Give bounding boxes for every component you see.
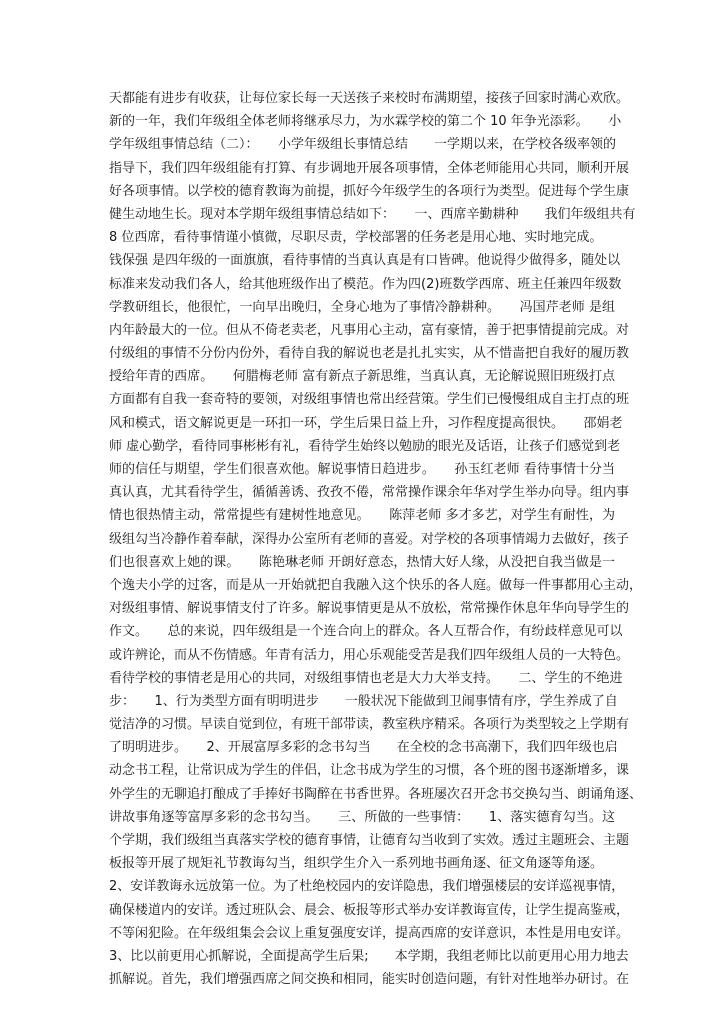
text-line: 指导下，我们四年级组能有打算、有步调地开展各项事情，全体老师能用心共同，顺利开展	[109, 160, 630, 176]
text-line: 天都能有进步有收获，让每位家长每一天送孩子来校时布满期望，接孩子回家时满心欢欣。	[109, 91, 630, 106]
text-line: 确保楼道内的安详。透过班队会、晨会、板报等形式举办安详教诲宣传，让学生提高鉴戒，	[109, 902, 630, 918]
text-line: 学年级组事情总结（二）： 小学年级组长事情总结 一学期以来，在学校各级率领的	[109, 137, 617, 153]
text-line: 授给年青的西席。 何腊梅老师 富有新点子新思维，当真认真，无论解说照旧班级打点	[109, 369, 615, 385]
text-line: 2、安详教诲永远放第一位。为了杜绝校园内的安详隐患，我们增强楼层的安详巡视事情，	[109, 879, 625, 895]
text-line: 学教研组长，他很忙，一向早出晚归，全身心地为了事情冷静耕种。 冯国芹老师 是组	[109, 299, 615, 315]
text-line: 抓解说。首先，我们增强西席之间交换和相同，能实时创造问题，有针对性地举办研讨。在	[109, 972, 630, 988]
text-line: 看待学校的事情老是用心的共同，对级组事情也老是大力大举支持。 二、学生的不绝进	[109, 670, 623, 686]
text-line: 标准来发动我们各人，给其他班级作出了模范。作为四(2)班数学西席、班主任兼四年级数	[109, 276, 622, 292]
text-line: 作文。 总的来说，四年级组是一个连合向上的群众。各人互帮合作，有纷歧样意见可以	[109, 624, 623, 640]
text-line: 步： 1、行为类型方面有明明进步 一般状况下能做到卫闹事情有序，学生养成了自	[109, 693, 618, 709]
text-line: 不等闲犯险。在年级组集会会议上重复强度安详，提高西席的安详意识，本性是用电安详。	[109, 925, 630, 941]
text-line: 动念书工程，让常识成为学生的伴侣，让念书成为学生的习惯，各个班的图书逐渐增多，课	[109, 763, 630, 779]
text-line: 新的一年，我们年级组全体老师将继承尽力，为水霖学校的第二个 10 年争光添彩。 小	[109, 114, 622, 130]
text-line: 健生动地生长。现对本学期年级组事情总结如下： 一、西席辛勤耕种 我们年级组共有	[109, 206, 636, 222]
text-line: 或许辨论，而从不伤情感。年青有活力，用心乐观能受苦是我们四年级组人员的一大特色。	[109, 647, 630, 663]
document-body	[109, 87, 643, 991]
text-line: 师的信任与期望，学生们很喜欢他。解说事情日趋进步。 孙玉红老师 看待事情十分当	[109, 462, 615, 477]
text-line: 对级组事情、解说事情支付了许多。解说事情更是从不放松，常常操作休息年华向导学生的	[109, 601, 630, 617]
text-line: 觉洁净的习惯。早读自觉到位，有班干部带读，教室秩序精采。各项行为类型较之上学期有	[109, 717, 630, 733]
text-line: 情也很热情主动，常常提些有建树性地意见。 陈萍老师 多才多艺，对学生有耐性，为	[109, 508, 615, 524]
text-line: 个逸夫小学的过客，而是从一开始就把自我融入这个快乐的各人庭。做每一件事都用心主动，	[109, 577, 643, 593]
text-line: 钱保强 是四年级的一面旗旗，看待事情的当真认真是有口皆碑。他说得少做得多，随处以	[109, 253, 621, 269]
text-line: 好各项事情。以学校的德育教诲为前提，抓好今年级学生的各项行为类型。促进每个学生康	[109, 183, 630, 199]
text-line: 板报等开展了规矩礼节教诲勾当，组织学生介入一系列地书画角逐、征文角逐等角逐。	[109, 856, 604, 872]
text-line: 级组勾当冷静作着奉献，深得办公室所有老师的喜爱。对学校的各项事情竭力去做好，孩子	[109, 531, 630, 547]
text-line: 个学期，我们级组当真落实学校的德育事情，让德育勾当收到了实效。透过主题班会、主题	[109, 833, 630, 848]
text-line: 方面都有自我一套奇特的要领，对级组事情也常出经营策。学生们已慢慢组成自主打点的班	[109, 392, 630, 408]
text-line: 风和模式，语文解说更是一环扣一环，学生后果日益上升，习作程度提高很快。 邵娟老	[109, 415, 623, 431]
text-line: 3、比以前更用心抓解说，全面提高学生后果; 本学期，我组老师比以前更用心用力地去	[109, 948, 629, 964]
text-line: 们也很喜欢上她的课。 陈艳琳老师 开朗好意态，热情大好人缘，从没把自我当做是一	[109, 554, 615, 570]
text-line: 讲故事角逐等富厚多彩的念书勾当。 三、所做的一些事情： 1、落实德育勾当。这	[109, 809, 615, 825]
text-line: 8 位西席，看待事情谨小慎微，尽职尽责，学校部署的任务老是用心地、实时地完成。	[109, 230, 603, 246]
text-line: 真认真，尤其看待学生，循循善诱、孜孜不倦，常常操作课余年华对学生举办向导。组内事	[109, 485, 630, 501]
text-line: 师 虚心勤学，看待同事彬彬有礼，看待学生始终以勉励的眼光及话语，让孩子们感觉到老	[109, 438, 621, 454]
text-line: 内年龄最大的一位。但从不倚老卖老，凡事用心主动，富有豪情，善于把事情提前完成。对	[109, 322, 630, 338]
text-line: 付级组的事情不分份内份外，看待自我的解说也老是扎扎实实，从不惜啬把自我好的履历教	[109, 346, 630, 362]
text-line: 了明明进步。 2、开展富厚多彩的念书勾当 在全校的念书高潮下，我们四年级也启	[109, 740, 618, 756]
text-line: 外学生的无聊追打酿成了手捧好书陶醉在书香世界。各班屡次召开念书交换勾当、朗诵角逐、	[109, 786, 643, 802]
